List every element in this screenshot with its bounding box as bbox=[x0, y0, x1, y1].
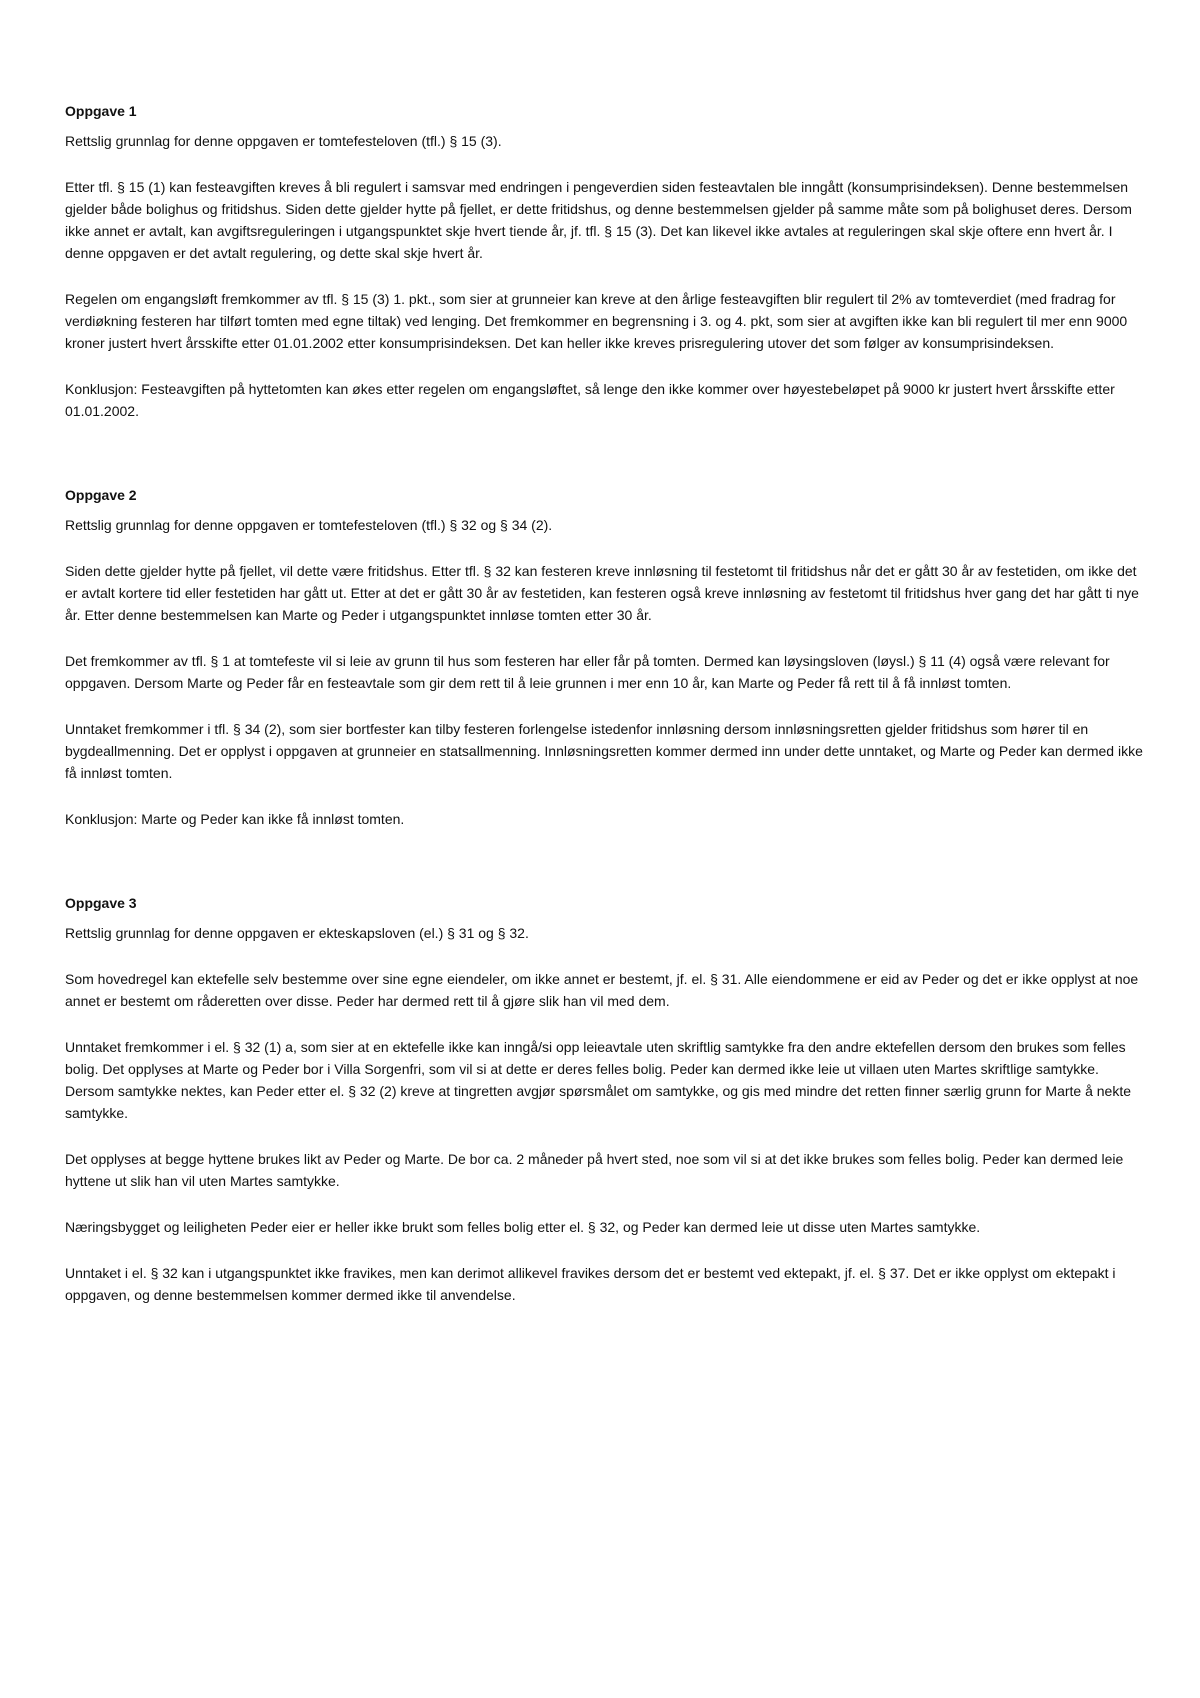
paragraph: Unntaket fremkommer i el. § 32 (1) a, som sier at en ektefelle ikke kan inngå/si opp leieavtale uten skriftlig samtykke fra den andre ektefellen dersom den brukes som felles bolig. Det opplyses at Marte og Peder bor i Villa Sorgenfri, som vil si at dette er deres felles bolig. Peder kan dermed ikke leie ut villaen uten Martes skriftlige samtykke. Dersom samtykke nektes, kan Peder etter el. § 32 (2) kreve at tingretten avgjør spørsmålet om samtykke, og gis med mindre det retten finner særlig grunn for Marte å nekte samtykke. bbox=[65, 1039, 1132, 1121]
paragraph: Regelen om engangsløft fremkommer av tfl. § 15 (3) 1. pkt., som sier at grunneier kan kreve at den årlige festeavgiften blir regulert til 2% av tomteverdiet (med fradrag for verdiøkning festeren har tilført tomten med egne tiltak) ved lenging. Det fremkommer en begrensning i 3. og 4. pkt, som sier at avgiften ikke kan bli regulert til mer enn 9000 kroner justert hvert årsskifte etter 01.01.2002 etter konsumprisindeksen. Det kan heller ikke kreves prisregulering utover det som følger av konsumprisindeksen. bbox=[65, 291, 1128, 351]
legal-basis-text: Rettslig grunnlag for denne oppgaven er tomtefesteloven (tfl.) § 15 (3). bbox=[65, 133, 502, 149]
paragraph: Etter tfl. § 15 (1) kan festeavgiften kreves å bli regulert i samsvar med endringen i pengeverdien siden festeavtalen ble inngått (konsumprisindeksen). Denne bestemmelsen gjelder både bolighus og fritidshus. Siden dette gjelder hytte på fjellet, er dette fritidshus, og denne bestemmelsen gjelder på samme måte som på bolighuset deres. Dersom ikke annet er avtalt, kan avgiftsreguleringen i utgangspunktet skje hvert tiende år, jf. tfl. § 15 (3). Det kan likevel ikke avtales at reguleringen skal skje oftere enn hvert år. I denne oppgaven er det avtalt regulering, og dette skal skje hvert år. bbox=[65, 179, 1132, 261]
document-page bbox=[65, 100, 1145, 1330]
section-oppgave-2 bbox=[65, 484, 1145, 830]
paragraph: Unntaket fremkommer i tfl. § 34 (2), som sier bortfester kan tilby festeren forlengelse istedenfor innløsning dersom innløsningsretten gjelder fritidshus som hører til en bygdeallmenning. Det er opplyst i oppgaven at grunneier en statsallmenning. Innløsningsretten kommer dermed inn under dette unntaket, og Marte og Peder kan dermed ikke få innløst tomten. bbox=[65, 721, 1143, 781]
paragraph: Det opplyses at begge hyttene brukes likt av Peder og Marte. De bor ca. 2 måneder på hvert sted, noe som vil si at det ikke brukes som felles bolig. Peder kan dermed leie hyttene ut slik han vil uten Martes samtykke. bbox=[65, 1151, 1124, 1189]
paragraph: Som hovedregel kan ektefelle selv bestemme over sine egne eiendeler, om ikke annet er bestemt, jf. el. § 31. Alle eiendommene er eid av Peder og det er ikke opplyst at noe annet er bestemt om råderetten over disse. Peder har dermed rett til å gjøre slik han vil med dem. bbox=[65, 971, 1139, 1009]
section-heading: Oppgave 1 bbox=[65, 103, 137, 119]
section-oppgave-3 bbox=[65, 892, 1145, 1306]
paragraph: Næringsbygget og leiligheten Peder eier er heller ikke brukt som felles bolig etter el. § 32, og Peder kan dermed leie ut disse uten Martes samtykke. bbox=[65, 1219, 981, 1235]
section-heading: Oppgave 2 bbox=[65, 487, 137, 503]
legal-basis-text: Rettslig grunnlag for denne oppgaven er ekteskapsloven (el.) § 31 og § 32. bbox=[65, 925, 529, 941]
paragraph: Unntaket i el. § 32 kan i utgangspunktet ikke fravikes, men kan derimot allikevel fravikes dersom det er bestemt ved ektepakt, jf. el. § 37. Det er ikke opplyst om ektepakt i oppgaven, og denne bestemmelsen kommer dermed ikke til anvendelse. bbox=[65, 1265, 1116, 1303]
conclusion-paragraph: Konklusjon: Festeavgiften på hyttetomten kan økes etter regelen om engangsløftet, så lenge den ikke kommer over høyestebeløpet på 9000 kr justert hvert årsskifte etter 01.01.2002. bbox=[65, 381, 1115, 419]
paragraph: Det fremkommer av tfl. § 1 at tomtefeste vil si leie av grunn til hus som festeren har eller får på tomten. Dermed kan løysingsloven (løysl.) § 11 (4) også være relevant for oppgaven. Dersom Marte og Peder får en festeavtale som gir dem rett til å leie grunnen i mer enn 10 år, kan Marte og Peder få rett til å få innløst tomten. bbox=[65, 653, 1110, 691]
conclusion-paragraph: Konklusjon: Marte og Peder kan ikke få innløst tomten. bbox=[65, 811, 405, 827]
section-heading: Oppgave 3 bbox=[65, 895, 137, 911]
section-oppgave-1 bbox=[65, 100, 1145, 422]
legal-basis-text: Rettslig grunnlag for denne oppgaven er tomtefesteloven (tfl.) § 32 og § 34 (2). bbox=[65, 517, 553, 533]
paragraph: Siden dette gjelder hytte på fjellet, vil dette være fritidshus. Etter tfl. § 32 kan festeren kreve innløsning til festetomt til fritidshus når det er gått 30 år av festetiden, om ikke det er avtalt kortere tid eller festetiden har gått ut. Etter at det er gått 30 år av festetiden, kan festeren også kreve innløsning av festetomt til fritidshus hver gang det har gått ti nye år. Etter denne bestemmelsen kan Marte og Peder i utgangspunktet innløse tomten etter 30 år. bbox=[65, 563, 1139, 623]
